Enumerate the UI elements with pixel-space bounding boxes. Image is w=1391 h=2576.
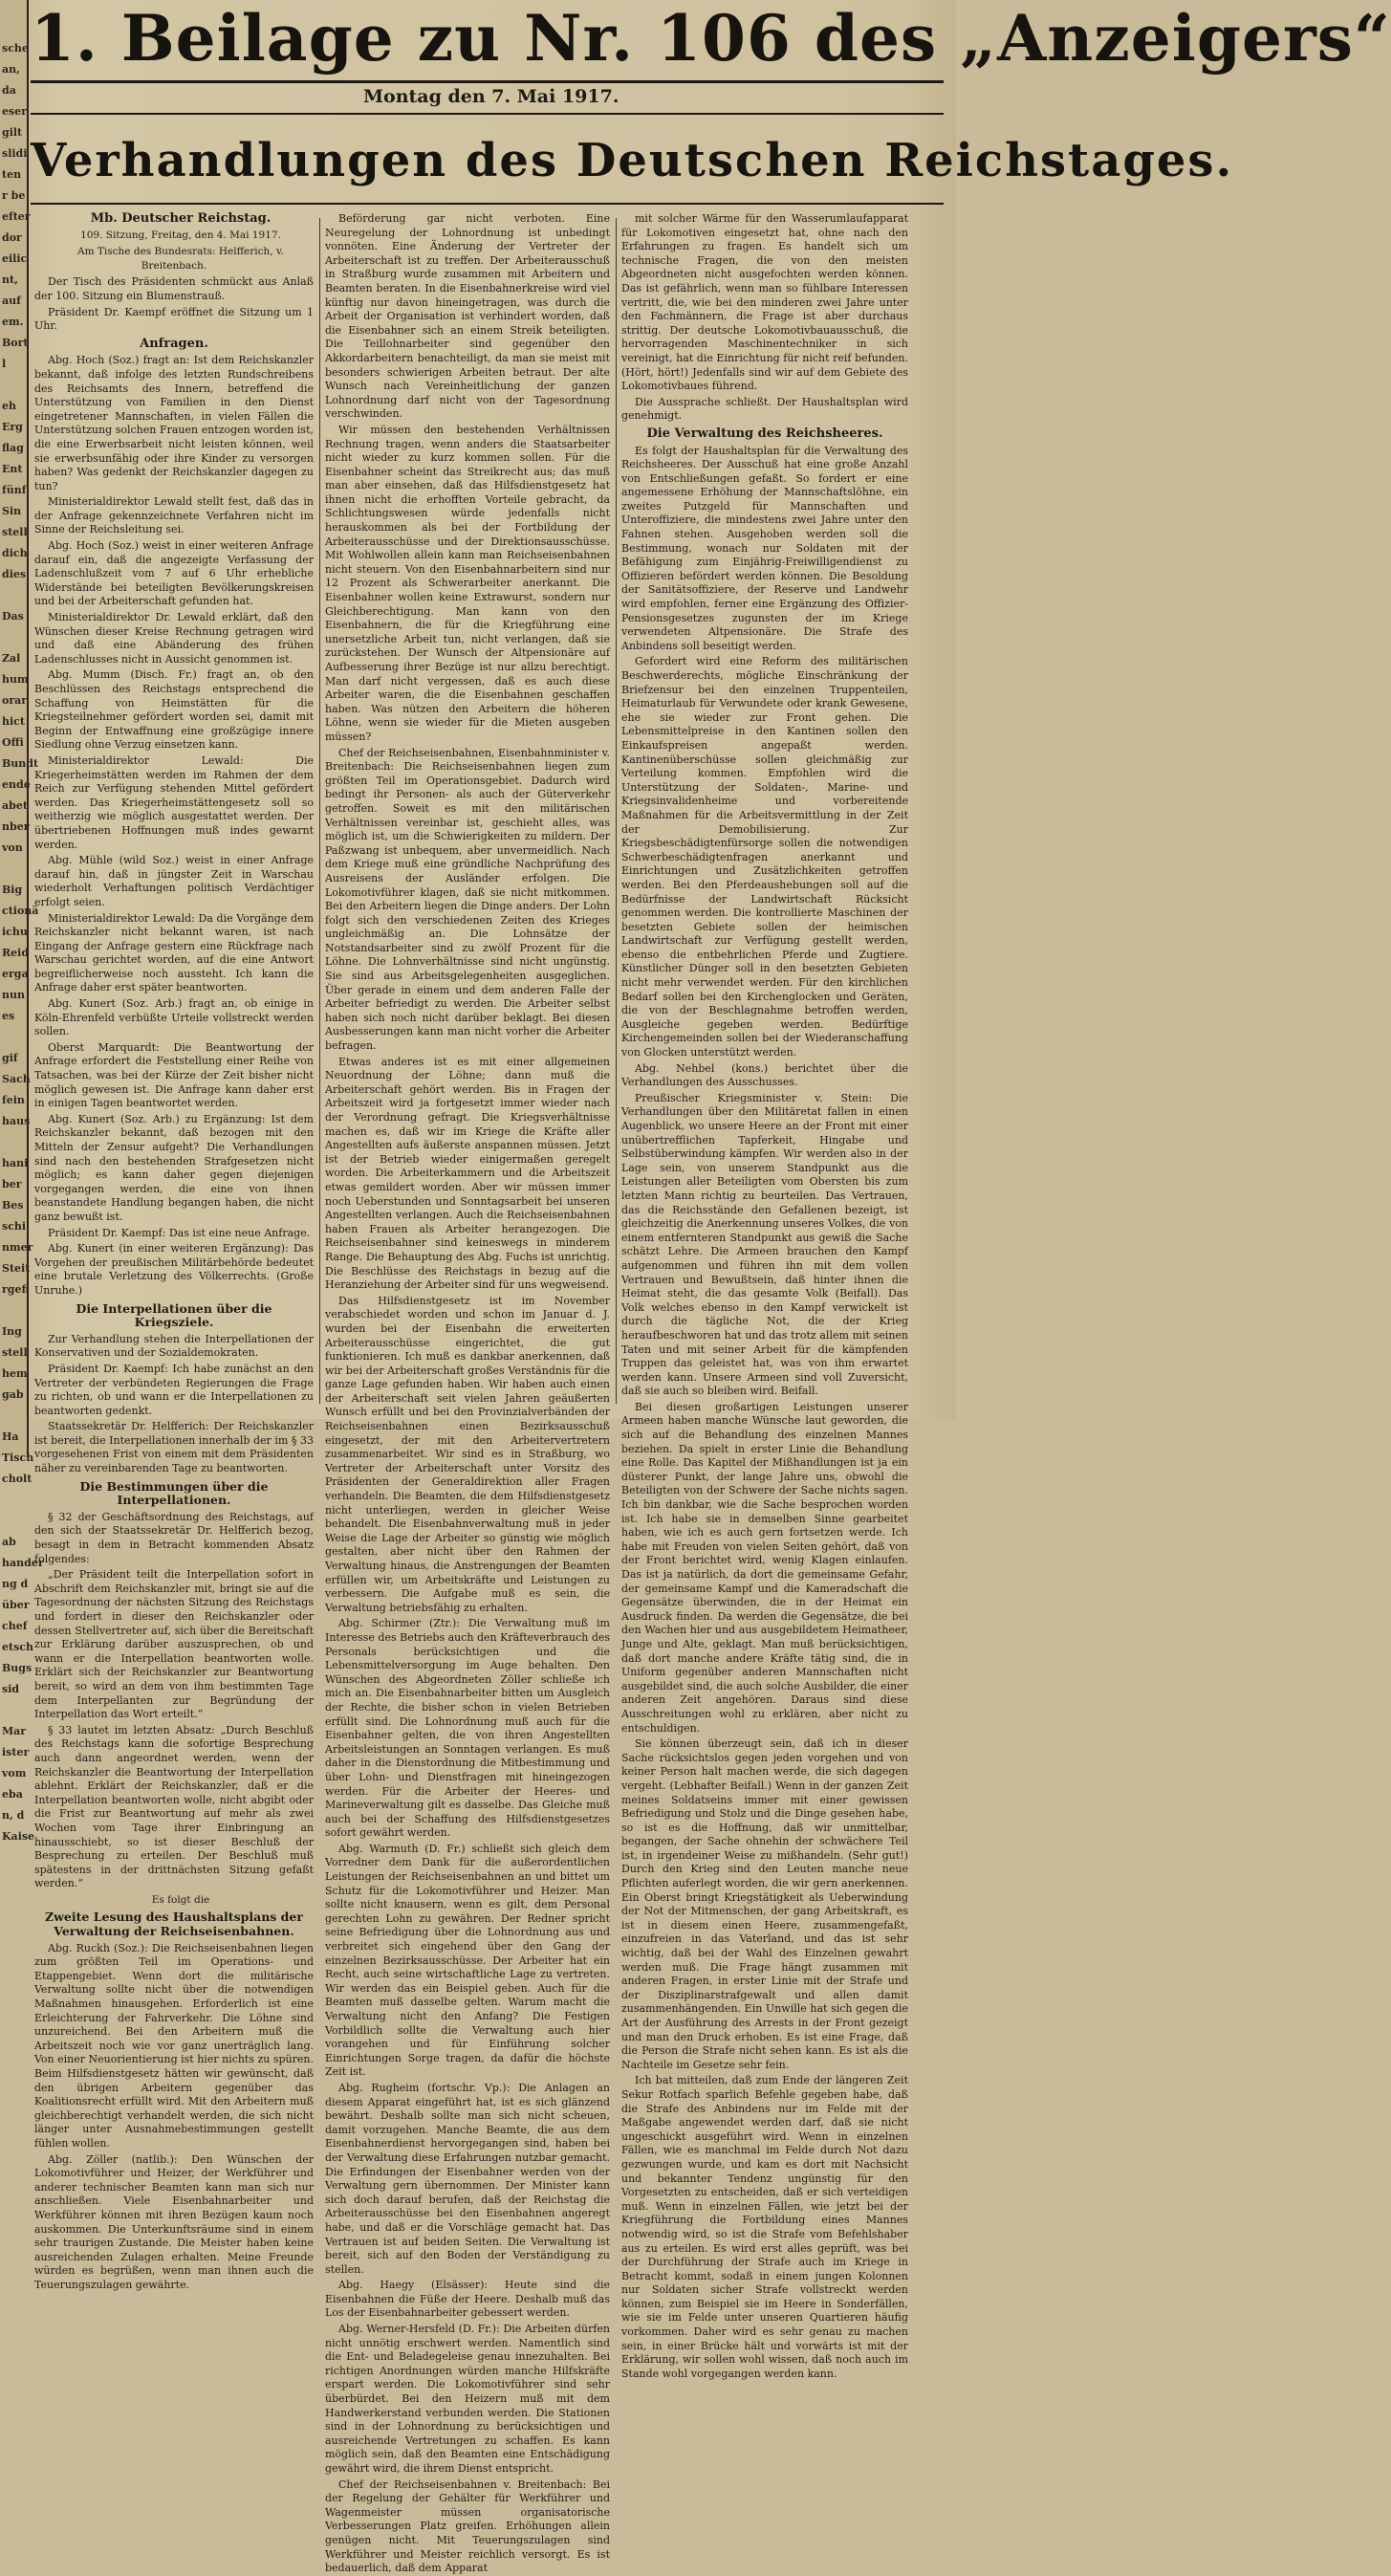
paragraph: Abg. Ruckh (Soz.): Die Reichseisenbahnen liegen zum größten Teil im Operations- und Etappengebiet. Wenn dort die militärische Verwaltung sollte nicht über die notwendigen Maßnahmen hinausgehen. Erforderlich ist eine Erleichterung der Fahrverkehr. Die Löhne sind unzureichend. Bei den Arbeitern muß die Arbeitszeit noch wie vor ganz unerträglich lang. Von einer Neuorientierung ist hier nichts zu spüren. Beim Hilfsdienstgesetz hätten wir gewünscht, daß den übrigen Arbeitern gegenüber das Koalitionsrecht erfüllt wird. Mit den Arbeitern muß gleichberechtigt verhandelt werden, die sich nicht länger unter Ausnahmebestimmungen gestellt fühlen wollen. bbox=[34, 1941, 314, 2150]
edge-fragment: chef bbox=[2, 1620, 28, 1632]
edge-fragment: haus bbox=[2, 1115, 31, 1127]
paragraph: Abg. Werner-Hersfeld (D. Fr.): Die Arbeiten dürfen nicht unnötig erschwert werden. Namentlich sind die Ent- und Beladegeleise genau innezuhalten. Bei richtigen Anordnungen würden manche Hilfskräfte erspart werden. Die Lokomotivführer sind sehr überbürdet. Bei den Heizern muß mit dem Handwerkerstand verbunden werden. Die Stationen sind in der Lohnordnung zu berücksichtigen und ausreichende Vertretungen zu schaffen. Es kann möglich sein, daß den Beamten eine Entschädigung gewährt wird, die ihrem Dienst entspricht. bbox=[325, 2323, 610, 2475]
paragraph: Es folgt der Haushaltsplan für die Verwaltung des Reichsheeres. Der Ausschuß hat eine große Anzahl von Entschließungen gefaßt. So fordert er eine angemessene Erhöhung der Mannschaftslöhne, ein zweites Putzgeld für Mannschaften und Unteroffiziere, die mindestens zwei Jahre unter den Fahnen stehen. Ausgehoben werden soll die Bestimmung, wonach nur Soldaten mit der Befähigung zum Einjährig-Freiwilligendienst zu Offizieren befördert werden können. Die Besoldung der Sanitätsoffiziere, der Reserve und Landwehr wird empfohlen, ferner eine Ergänzung des Offizier-Pensionsgesetzes zugunsten der im Kriege verwendeten Altpensionäre. Die Strafe des Anbindens soll beseitigt werden. bbox=[621, 444, 908, 652]
edge-fragment: Zal bbox=[2, 652, 21, 665]
column-2 bbox=[325, 212, 611, 2575]
paragraph: Ministerialdirektor Dr. Lewald erklärt, daß den Wünschen dieser Kreise Rechnung getragen wird und daß eine Abänderung des frühen Ladenschlusses nicht in Aussicht genommen ist. bbox=[34, 611, 314, 666]
edge-fragment: r be bbox=[2, 189, 26, 202]
edge-fragment: es bbox=[2, 1010, 15, 1022]
edge-fragment: über bbox=[2, 1599, 30, 1611]
edge-fragment: rgefi bbox=[2, 1283, 30, 1296]
edge-fragment: gilt bbox=[2, 126, 23, 139]
edge-fragment: hum bbox=[2, 673, 29, 686]
edge-fragment bbox=[0, 859, 27, 880]
paragraph: Gefordert wird eine Reform des militärischen Beschwerderechts, mögliche Einschränkung der Briefzensur bei den einzelnen Truppenteilen, Heimaturlaub für Verwundete oder krank Gewesene, ehe sie wieder zur Front gehen. Die Lebensmittelpreise in den Kantinen sollen den Einkaufspreisen angepaßt werden. Kantinenüberschüsse sollen gleichmäßig zur Verteilung kommen. Empfohlen wird die Unterstützung der Soldaten-, Marine- und Kriegsinvalidenheime und vorbereitende Maßnahmen für die Arbeitsvermittlung in der Zeit der Demobilisierung. Zur Kriegsbeschädigtenfürsorge sollen die notwendigen Schwerbeschädigtenfragen anerkannt und Einrichtungen und Zusätzlichkeiten getroffen werden. Bei den Pferdeaushebungen soll auf die Bedürfnisse der Landwirtschaft Rücksicht genommen werden. Die kontrollierte Maschinen der besetzten Gebiete sollen der heimischen Landwirtschaft zur Verfügung gestellt werden, ebenso die entbehrlichen Pferde und Zugtiere. Künstlicher Dünger soll in den besetzten Gebieten nicht mehr verwendet werden. Für den kirchlichen Bedarf sollen bei den Kirchenglocken und Geräten, die von der Beschlagnahme betroffen werden, Ausgleiche gegeben werden. Bedürftige Kirchengemeinden sollen bei der Wiederanschaffung von Glocken unterstützt werden. bbox=[621, 655, 908, 1059]
edge-fragment: ber bbox=[2, 1178, 22, 1190]
edge-fragment bbox=[0, 627, 27, 648]
section-heading: Anfragen. bbox=[140, 336, 208, 351]
paragraph: Präsident Dr. Kaempf eröffnet die Sitzung um 1 Uhr. bbox=[34, 305, 314, 333]
edge-fragment: Steit bbox=[2, 1262, 31, 1275]
edge-fragment: nt, bbox=[2, 273, 18, 286]
edge-fragment bbox=[0, 375, 27, 396]
paragraph: Beförderung gar nicht verboten. Eine Neuregelung der Lohnordnung ist unbedingt vonnöten. Eine Änderung der Vertreter der Arbeiterschaft ist zu treffen. Der Arbeiterausschuß in Straßburg wurde zusammen mit Arbeitern und Beamten beraten. In die Eisenbahnerkreise wird viel künftig nur davon hineingetragen, was durch die Arbeit der Organisation ist verhindert worden, daß die Eisenbahner sich an einem Streik beteiligten. Die Teillohnarbeiter sind gegenüber den Akkordarbeitern benachteiligt, da man sie meist mit besonders schwierigen Arbeiten betraut. Der alte Wunsch nach Vereinheitlichung der ganzen Lohnordnung darf nicht von der Tagesordnung verschwinden. bbox=[325, 212, 610, 421]
edge-fragment: eh bbox=[2, 400, 16, 412]
session-line: 109. Sitzung, Freitag, den 4. Mai 1917. bbox=[80, 229, 281, 241]
paragraph: Ich bat mitteilen, daß zum Ende der längeren Zeit Sekur Rotfach sparlich Befehle gegeben habe, daß die Strafe des Anbindens nur im Felde mit der Maßgabe angewendet werden darf, daß sie nicht ungeschickt ausgeführt wird. Wenn in einzelnen Fällen, wie es manchmal im Felde durch Not dazu gezwungen wurde, und kam es dort mit Nachsicht und bekannter Tendenz ungünstig für den Vorgesetzten zu entscheiden, daß er sich verteidigen muß. Wenn in einzelnen Fällen, wie jetzt bei der Kriegführung die Fortbildung eines Mannes notwendig wird, so ist die Strafe vom Befehlshaber aus zu erteilen. Es wird erst alles geprüft, was bei der Durchführung der Strafe auch im Kriege in Betracht kommt, sodaß in einem jungen Kolonnen nur Soldaten sicher Strafe vollstreckt werden können, zum Beispiel sie im Heere in Sonderfällen, wie sie im Felde unter unseren Quartieren häufig vorkommen. Daher wird es sehr genau zu machen sein, in einer Brücke hält und vorwärts ist mit der Erklärung, wir sollen wohl wissen, daß noch auch im Stande wohl vorgegangen werden kann. bbox=[621, 2074, 908, 2380]
dateline-rule bbox=[31, 113, 944, 115]
paragraph: Abg. Kunert (Soz. Arb.) zu Ergänzung: Ist dem Reichskanzler bekannt, daß bezogen mit den Mitteln der Zensur aufgeht? Die Verhandlungen sind nach den bestehenden Strafgesetzen nicht möglich; es kann daher gegen diejenigen vorgegangen werden, die eine von ihnen beanstandete Handlung begangen haben, die nicht ganz bewußt ist. bbox=[34, 1112, 314, 1223]
paragraph: Abg. Hoch (Soz.) fragt an: Ist dem Reichskanzler bekannt, daß infolge des letzten Rundschreibens des Reichsamts des Innern, betreffend die Unterstützung von Familien in den Dienst eingetretener Mannschaften, in vielen Fällen die Unterstützung solchen Frauen entzogen worden ist, die eine Erwerbsarbeit nicht leisten können, weil sie erwerbsunfähig oder ihre Kinder zu versorgen haben? Was gedenkt der Reichskanzler dagegen zu tun? bbox=[34, 354, 314, 492]
edge-fragment: Mar bbox=[2, 1725, 27, 1737]
edge-fragment: fünf bbox=[2, 484, 27, 496]
edge-fragment: Bugs bbox=[2, 1662, 33, 1674]
edge-fragment: ab bbox=[2, 1536, 16, 1548]
paragraph: Abg. Hoch (Soz.) weist in einer weiteren Anfrage darauf ein, daß die angezeigte Verfassung der Ladenschlußzeit vom 7 auf 6 Uhr erhebliche Widerstände bei beteiligten Bevölkerungskreisen und bei der Arbeiterschaft gefunden hat. bbox=[34, 539, 314, 608]
edge-fragment: hani bbox=[2, 1157, 29, 1169]
edge-fragment: nmer bbox=[2, 1241, 33, 1254]
headline-rule bbox=[31, 203, 944, 205]
edge-fragment: efter bbox=[2, 210, 31, 223]
edge-fragment: Sach bbox=[2, 1073, 31, 1085]
edge-fragment: hem bbox=[2, 1367, 28, 1380]
paragraph: Abg. Kunert (Soz. Arb.) fragt an, ob einige in Köln-Ehrenfeld verbüßte Urteile vollstreckt werden sollen. bbox=[34, 997, 314, 1038]
edge-fragment: sche bbox=[2, 42, 29, 55]
paragraph: Chef der Reichseisenbahnen v. Breitenbach: Bei der Regelung der Gehälter für Werkführer und Wagenmeister müssen organisatorische Verbesserungen Platz greifen. Erhöhungen allein genügen nicht. Mit Teuerungszulagen sind Werkführer und Meister reichlich versorgt. Es ist bedauerlich, daß dem Apparat bbox=[325, 2478, 610, 2575]
paragraph: Abg. Warmuth (D. Fr.) schließt sich gleich dem Vorredner dem Dank für die außerordentlichen Leistungen der Reichseisenbahnen an und bittet um Schutz für die Lokomotivführer und Heizer. Man sollte nicht knausern, wenn es gilt, dem Personal gerechten Lohn zu gewähren. Der Redner spricht seine Befriedigung über die Lohnordnung aus und verbreitet sich eingehend über den Gang der einzelnen Bezirksausschüsse. Der Arbeiter hat ein Recht, auch seine wirtschaftliche Lage zu vertreten. Wir werden das ein Beispiel geben. Auch für die Beamten muß dasselbe gelten. Warum macht die Verwaltung nicht den Anfang? Die Festigen Vorbildlich sollte die Verwaltung auch hier vorangehen und für Einführung solcher Einrichtungen Sorge tragen, da dafür die höchste Zeit ist. bbox=[325, 1842, 610, 2079]
edge-fragment bbox=[0, 1490, 27, 1511]
edge-fragment: hander bbox=[2, 1557, 44, 1569]
edge-fragment: Ent bbox=[2, 463, 23, 475]
paragraph: Wir müssen den bestehenden Verhältnissen Rechnung tragen, wenn anders die Staatsarbeiter nicht wieder zu kurz kommen sollen. Für die Eisenbahner scheint das Streikrecht aus; das muß man aber einsehen, daß das Hilfsdienstgesetz hat ihnen nicht die erhofften Vorteile gebracht, da Schlichtungswesen würde jedenfalls nicht herauskommen als bei der Fortbildung der Arbeiterausschüsse und der Direktionsausschüsse. Mit Wohlwollen allein kann man Reichseisenbahnen nicht steuern. Von den Eisenbahnarbeitern sind nur 12 Prozent als Schwerarbeiter anerkannt. Die Eisenbahner wollen keine Extrawurst, sondern nur Gleichberechtigung. Man kann von den Eisenbahnern, die für die Kriegführung eine unersetzliche Arbeit tun, nicht verlangen, daß sie zurückstehen. Der Wunsch der Altpensionäre auf Aufbesserung ihrer Bezüge ist nur allzu berechtigt. Man darf nicht vergessen, daß es auch diese Arbeiter waren, die die Eisenbahnen geschaffen haben. Was nützen den Arbeitern die höheren Löhne, wenn sie wieder für die Mieten ausgeben müssen? bbox=[325, 423, 610, 743]
edge-fragment: Das bbox=[2, 610, 24, 622]
edge-fragment bbox=[0, 1300, 27, 1321]
column-divider bbox=[616, 218, 617, 1404]
paragraph: Sie können überzeugt sein, daß ich in dieser Sache rücksichtslos gegen jeden vorgehen und von keiner Person halt machen werde, die sich dagegen vergeht. (Lebhafter Beifall.) Wenn in der ganzen Zeit meines Soldatseins immer mit einer gewissen Befriedigung und Stolz und die Dinge gesehen habe, so ist es die Hoffnung, daß wir unmittelbar, begangen, der Sache ohnehin der schwächere Teil ist, in irgendeiner Weise zu mißhandeln. (Sehr gut!) Durch den Krieg sind den Leuten manche neue Pflichten auferlegt worden, die wir gern anerkennen. Ein Oberst bringt Kriegstätigkeit als Ueberwindung der Not der Mitmenschen, der gang Arbeitskraft, es ist in diesem einen Heere, zusammengefaßt, einzufreien in das Vaterland, und das ist sehr wichtig, daß bei der Wahl des Einzelnen gewahrt werden muß. Die Frage hängt zusammen mit anderen Fragen, in erster Linie mit der Strafe und der Disziplinarstrafgewalt und allen damit zusammenhängenden. Ein Unwille hat sich gegen die Art der Ausführung des Arrests in der Front gezeigt und man den Druck erhoben. Es ist eine Frage, daß die Person die Strafe nicht sehen kann. Es ist als die Nachteile im Gesetze sehr fein. bbox=[621, 1737, 908, 2071]
paragraph: § 32 der Geschäftsordnung des Reichstags, auf den sich der Staatssekretär Dr. Helfferich bezog, besagt in dem in Betracht kommenden Absatz folgendes: bbox=[34, 1510, 314, 1565]
column-1 bbox=[34, 211, 314, 2291]
edge-fragment: eilic bbox=[2, 252, 28, 265]
column-divider bbox=[319, 218, 320, 1404]
edge-fragment: gif bbox=[2, 1052, 18, 1064]
edge-fragment: eba bbox=[2, 1788, 23, 1801]
edge-fragment: von bbox=[2, 841, 23, 854]
paragraph: Der Tisch des Präsidenten schmückt aus Anlaß der 100. Sitzung ein Blumenstrauß. bbox=[34, 275, 314, 302]
edge-fragment: Sin bbox=[2, 505, 22, 517]
paragraph: Ministerialdirektor Lewald: Die Kriegerheimstätten werden im Rahmen der dem Reich zur Verfügung stehenden Mittel gefördert werden. Das Kriegerheimstättengesetz soll so weitherzig wie möglich ausgestattet werden. Der übertriebenen Hoffnungen muß indes gewarnt werden. bbox=[34, 753, 314, 851]
edge-fragment bbox=[0, 1132, 27, 1153]
edge-fragment: em. bbox=[2, 316, 24, 328]
edge-fragment: nber bbox=[2, 820, 30, 833]
paragraph: „Der Präsident teilt die Interpellation sofort in Abschrift dem Reichskanzler mit, bringt sie auf die Tagesordnung der nächsten Sitzung des Reichstags und fordert in dieser den Reichskanzler oder dessen Stellvertreter auf, sich über die Bereitschaft zur Erklärung darüber auszusprechen, ob und wann er die Interpellation beantworten wolle. Erklärt sich der Reichskanzler zur Beantwortung bereit, so wird an dem von ihm bestimmten Tage dem Interpellanten zur Begründung der Interpellation das Wort erteilt.“ bbox=[34, 1568, 314, 1721]
paragraph: Die Aussprache schließt. Der Haushaltsplan wird genehmigt. bbox=[621, 395, 908, 423]
paragraph: Etwas anderes ist es mit einer allgemeinen Neuordnung der Löhne; dann muß die Arbeiterschaft gehört werden. Bis in Fragen der Arbeitszeit wird ja fortgesetzt immer wieder nach der Verordnung gefragt. Die Kriegsverhältnisse machen es, daß wir im Kriege die Kräfte aller Angestellten aufs äußerste anspannen müssen. Jetzt ist der Betrieb wieder einigermaßen geregelt worden. Die Arbeiterkammern und die Arbeitszeit etwas gemildert worden. Aber wir müssen immer noch Ueberstunden und Sonntagsarbeit bei unseren Angestellten verlangen. Auch die Reichseisenbahnen haben Frauen als Arbeiter herangezogen. Die Reichseisenbahner sind keineswegs in minderem Range. Die Behauptung des Abg. Fuchs ist unrichtig. Die Beschlüsse des Reichstags in bezug auf die Heranziehung der Arbeiter sind für uns wegweisend. bbox=[325, 1055, 610, 1292]
edge-fragment: stell bbox=[2, 1346, 28, 1359]
bundesrat-line: Am Tische des Bundesrats: Helfferich, v. Breitenbach. bbox=[77, 246, 284, 272]
edge-fragment: Big bbox=[2, 884, 23, 896]
paragraph: Abg. Zöller (natlib.): Den Wünschen der Lokomotivführer und Heizer, der Werkführer und anderer technischer Beamten kann man sich nur anschließen. Viele Eisenbahnarbeiter und Werkführer können mit ihren Bezügen kaum noch auskommen. Die Unterkunftsräume sind in einem sehr traurigen Zustande. Die Meister haben keine ausreichenden Zulagen erhalten. Meine Freunde würden es begrüßen, wenn man ihnen auch die Teuerungszulagen gewährte. bbox=[34, 2152, 314, 2291]
paragraph: Abg. Haegy (Elsässer): Heute sind die Eisenbahnen die Füße der Heere. Deshalb muß das Los der Eisenbahnarbeiter gebessert werden. bbox=[325, 2279, 610, 2320]
paragraph: Präsident Dr. Kaempf: Ich habe zunächst an den Vertreter der verbündeten Regierungen die Frage zu richten, ob und wann er die Interpellationen zu beantworten gedenkt. bbox=[34, 1362, 314, 1417]
edge-fragment: auf bbox=[2, 295, 21, 307]
edge-fragment: Ing bbox=[2, 1325, 22, 1338]
paragraph: Staatssekretär Dr. Helfferich: Der Reichskanzler ist bereit, die Interpellationen innerhalb der im § 33 vorgesehenen Frist von einem mit dem Präsidenten näher zu vereinbarenden Tage zu beantworten. bbox=[34, 1420, 314, 1475]
section-heading: Die Bestimmungen über die Interpellationen. bbox=[79, 1478, 269, 1508]
edge-fragment: nun bbox=[2, 989, 25, 1001]
paragraph: Abg. Nehbel (kons.) berichtet über die Verhandlungen des Ausschusses. bbox=[621, 1061, 908, 1089]
paragraph: Abg. Mumm (Disch. Fr.) fragt an, ob den Beschlüssen des Reichstags entsprechend die Schaffung von Heimstätten für die Kriegsteilnehmer gefördert worden sei, damit mit Beginn der Entwaffnung eine großzügige innere Siedlung ohne Verzug einsetzen kann. bbox=[34, 668, 314, 752]
edge-fragment: dies bbox=[2, 568, 27, 580]
edge-fragment: ende bbox=[2, 778, 31, 791]
edge-fragment: ten bbox=[2, 168, 22, 181]
edge-fragment: l bbox=[2, 358, 7, 370]
edge-fragment: Bes bbox=[2, 1199, 24, 1212]
edge-fragment bbox=[0, 1700, 27, 1721]
edge-fragment: Bort bbox=[2, 337, 29, 349]
paragraph: Es folgt die bbox=[151, 1893, 210, 1906]
paragraph: Bei diesen großartigen Leistungen unserer Armeen haben manche Wünsche laut geworden, die sich auf die Behandlung des einzelnen Mannes beziehen. Da spielt in erster Linie die Behandlung eine Rolle. Das Kapitel der Mißhandlungen ist ja ein düsterer Punkt, der lange Jahre uns, obwohl die Beteiligten von der Schwere der Sache nichts sagen. Ich bin dankbar, wie die Sache besprochen worden ist. Ich habe sie in demselben Sinne gearbeitet haben, wie ich es auch gern fortsetzen werde. Ich habe mit Freuden von vielen Seiten gehört, daß von der Front berichtet wird, wenig Klagen einlaufen. Das ist ja natürlich, da dort die gemeinsame Gefahr, der gemeinsame Kampf und die Kameradschaft die Gegensätze überwinden, die in der Heimat ein Ausdruck finden. Da werden die Gegensätze, die bei den Wachen hier und aus ausgebildetem Heimatheer, Junge und Alte, geklagt. Man muß berücksichtigen, daß dort manche andere Kräfte tätig sind, die in Uniform gegenüber anderen Mannschaften nicht ausgebildet sind, die auch solche Ausbilder, die einer anderen Zeit angehören. Daraus sind diese Ausschreitungen wohl zu erklären, aber nicht zu entschuldigen. bbox=[621, 1400, 908, 1735]
edge-fragment: Ha bbox=[2, 1430, 19, 1443]
edge-fragment: Kaise bbox=[2, 1830, 35, 1843]
edge-fragment: Erg bbox=[2, 421, 23, 433]
edge-fragment: Offi bbox=[2, 736, 24, 749]
paragraph: Preußischer Kriegsminister v. Stein: Die Verhandlungen über den Militäretat fallen in einen Augenblick, wo unsere Heere an der Front mit einer unübertrefflichen Tapferkeit, Hingabe und Selbstüberwindung kämpfen. Wir werden also in der Lage sein, von unserem Standpunkt aus die Leistungen aller Beteiligten vom Obersten bis zum letzten Mann richtig zu beurteilen. Das Vertrauen, das die Reichsstände den Gefallenen bezeigt, ist gleichzeitig die Anerkennung unseres Volkes, die von einem entfernteren Standpunkt aus gewiß die Sache schätzt Lehre. Die Armeen brauchen den Kampf aufgenommen und führen ihn mit dem vollen Vertrauen und Bewußtsein, daß hinter ihnen die Heimat steht, die das gesamte Volk (Beifall). Das Volk welches ebenso in den Kampf verwickelt ist durch die tägliche Not, die der Krieg heraufbeschworen hat und das trotz allem mit seinen Taten und mit seiner Arbeit für die kämpfenden Truppen das geleistet hat, was von ihm erwartet werden kann. Unsere Armeen sind voll Zuversicht, daß sie auch so bleiben wird. Beifall. bbox=[621, 1091, 908, 1398]
edge-fragment: hict bbox=[2, 715, 25, 728]
edge-fragment: abet bbox=[2, 799, 28, 812]
edge-fragment: ctionä bbox=[2, 905, 39, 917]
edge-fragment: erga bbox=[2, 968, 29, 980]
section-heading: Zweite Lesung des Haushaltsplans der Verwaltung der Reichseisenbahnen. bbox=[45, 1910, 303, 1939]
edge-fragment bbox=[0, 1406, 27, 1427]
edge-fragment: ng d bbox=[2, 1578, 29, 1590]
edge-fragment: etsch bbox=[2, 1641, 33, 1653]
page-headline: Verhandlungen des Deutschen Reichstages. bbox=[31, 134, 1234, 187]
paragraph: Oberst Marquardt: Die Beantwortung der Anfrage erfordert die Feststellung einer Reihe von Tatsachen, was bei der Kürze der Zeit bisher nicht möglich gewesen ist. Die Anfrage kann daher erst in einigen Tagen beantwortet werden. bbox=[34, 1040, 314, 1110]
edge-fragment: fein bbox=[2, 1094, 25, 1106]
edge-fragment: gab bbox=[2, 1388, 24, 1401]
edge-fragment: Bundt bbox=[2, 757, 39, 770]
paragraph: Abg. Rugheim (fortschr. Vp.): Die Anlagen an diesem Apparat eingeführt hat, ist es sich glänzend bewährt. Deshalb sollte man sich nicht scheuen, damit vorzugehen. Manche Beamte, die aus dem Eisenbahnerdienst hervorgegangen sind, haben bei der Verwaltung diese Erfahrungen nutzbar gemacht. Die Erfindungen der Eisenbahner werden von der Verwaltung gern übernommen. Der Minister kann sich doch darauf berufen, daß der Reichstag die Arbeiterausschüsse bei den Eisenbahnen angeregt habe, und daß er die Vorschläge gemacht hat. Das Vertrauen ist auf beiden Seiten. Die Verwaltung ist bereit, sich auf den Boden der Verständigung zu stellen. bbox=[325, 2081, 610, 2276]
paragraph: Abg. Schirmer (Ztr.): Die Verwaltung muß im Interesse des Betriebs auch den Kräfteverbrauch des Personals berücksichtigen und die Lebensmittelversorgung im Auge behalten. Den Wünschen des Abgeordneten Zöller schließe ich mich an. Die Eisenbahnarbeiter bitten um Ausgleich der Rechte, die bisher schon in vielen Betrieben erfüllt sind. Die Lohnordnung muß auch für die Eisenbahner gelten, die von ihren Angestellten Arbeitsleistungen an Sonntagen verlangen. Es muß daher in die Dienstordnung die Mitbestimmung und über Lohn- und Dienstfragen mit hineingezogen werden. Für die Arbeiter der Heeres- und Marineverwaltung gilt es dasselbe. Das Gleiche muß auch bei der Schaffung des Hilfsdienstgesetzes sofort gewährt werden. bbox=[325, 1617, 611, 1840]
edge-fragment: stell bbox=[2, 526, 28, 538]
edge-fragment: Reid bbox=[2, 947, 30, 959]
edge-fragment: slidi bbox=[2, 147, 28, 160]
edge-fragment bbox=[0, 1511, 27, 1532]
paragraph: Abg. Mühle (wild Soz.) weist in einer Anfrage darauf hin, daß in jüngster Zeit in Warschau wiederholt Verhaftungen politisch Verdächtiger erfolgt seien. bbox=[34, 854, 314, 908]
masthead-title: 1. Beilage zu Nr. 106 des „Anzeigers“ bbox=[31, 1, 1391, 76]
edge-fragment: orar bbox=[2, 694, 28, 707]
edge-fragment: an, bbox=[2, 63, 20, 76]
edge-fragment: flag bbox=[2, 442, 24, 454]
section-lead: Mb. Deutscher Reichstag. bbox=[90, 211, 272, 226]
edge-fragment: schi bbox=[2, 1220, 27, 1233]
edge-fragment: ichu bbox=[2, 926, 28, 938]
paragraph: Ministerialdirektor Lewald stellt fest, daß das in der Anfrage gekennzeichnete Verfahren nicht im Sinne der Reichsleitung sei. bbox=[34, 495, 314, 536]
masthead-rule bbox=[31, 80, 944, 83]
edge-fragment: cholt bbox=[2, 1473, 33, 1485]
paragraph: Ministerialdirektor Lewald: Da die Vorgänge dem Reichskanzler nicht bekannt waren, ist nach Eingang der Anfrage gestern eine Rückfrage nach Warschau gerichtet worden, auf die eine Antwort begreiflicherweise noch aussteht. Ich kann die Anfrage daher erst später beantworten. bbox=[34, 911, 314, 994]
edge-fragment: n, d bbox=[2, 1809, 25, 1822]
edge-fragment: Tisch bbox=[2, 1452, 34, 1464]
paragraph: Präsident Dr. Kaempf: Das ist eine neue Anfrage. bbox=[48, 1226, 311, 1239]
paragraph: § 33 lautet im letzten Absatz: „Durch Beschluß des Reichstags kann die sofortige Besprechung auch dann angeordnet werden, wenn der Reichskanzler die Beantwortung der Interpellation ablehnt. Erklärt der Reichskanzler, daß er die Interpellation beantworten wolle, nicht abgibt oder die Frist zur Beantwortung auf mehr als zwei Wochen vom Tage ihrer Einbringung an hinausschiebt, so ist dieser Beschluß der Besprechung zu erteilen. Der Beschluß muß spätestens in der drittnächsten Sitzung gefaßt werden.“ bbox=[34, 1723, 314, 1890]
paragraph: Abg. Kunert (in einer weiteren Ergänzung): Das Vorgehen der preußischen Militärbehörde bedeutet eine brutale Verletzung des Völkerrechts. (Große Unruhe.) bbox=[34, 1242, 314, 1297]
edge-fragment: sid bbox=[2, 1683, 20, 1695]
column-3 bbox=[621, 212, 908, 2380]
edge-fragment: dich bbox=[2, 547, 28, 559]
edge-fragment: ister bbox=[2, 1746, 30, 1758]
dateline: Montag den 7. Mai 1917. bbox=[363, 86, 619, 107]
paragraph: mit solcher Wärme für den Wasserumlaufapparat für Lokomotiven eingesetzt hat, ohne nach den Erfahrungen zu fragen. Es handelt sich um technische Fragen, die von den meisten Abgeordneten nicht ausgefochten werden können. Das ist gefährlich, wenn man so fühlbare Interessen vertritt, die, wie bei den minderen zwei Jahre unter den Fachmännern, die Frage ist aber durchaus strittig. Der deutsche Lokomotivbauausschuß, die hervorragenden Maschinentechniker in sich vereinigt, hat die Einrichtung für nicht reif befunden. (Hört, hört!) Jedenfalls sind wir auf dem Gebiete des Lokomotivbaues führend. bbox=[621, 212, 908, 393]
edge-fragment: eser bbox=[2, 105, 27, 118]
edge-fragment bbox=[0, 585, 27, 606]
edge-fragment: vom bbox=[2, 1767, 27, 1779]
section-heading: Die Verwaltung des Reichsheeres. bbox=[646, 426, 883, 441]
paragraph: Zur Verhandlung stehen die Interpellationen der Konservativen und der Sozialdemokraten. bbox=[34, 1332, 314, 1360]
section-heading: Die Interpellationen über die Kriegsziele. bbox=[76, 1300, 272, 1330]
edge-fragment bbox=[0, 1027, 27, 1048]
edge-fragment: da bbox=[2, 84, 16, 97]
paragraph: Das Hilfsdienstgesetz ist im November verabschiedet worden und schon im Januar d. J. wurden bei der Eisenbahn die erweiterten Arbeiterausschüsse eingerichtet, die gut funktionieren. Ich muß es dankbar anerkennen, daß wir bei der Arbeiterschaft großes Verständnis für die ganze Lage gefunden haben. Wir haben auch einen der Arbeiterschaft seit vielen Jahren geäußerten Wunsch erfüllt und bei den Provinzialverbänden der Reichseisenbahnen einen Bezirksausschuß eingesetzt, der mit den Arbeitervertretern zusammenarbeitet. Wir sind es in Straßburg, wo Vertreter der Arbeiterschaft unter Vorsitz des Präsidenten der Generaldirektion aller Fragen verhandeln. Die Beamten, die dem Hilfsdienstgesetz nicht unterliegen, werden in gleicher Weise behandelt. Die Eisenbahnverwaltung muß in jeder Weise die Lage der Arbeiter so günstig wie möglich gestalten, aber nicht über den Rahmen der Verwaltung hinaus, die Anstrengungen der Beamten erfüllen wir, um Arbeitskräfte und Leistungen zu verbessern. Die Aufgabe muß es sein, die Verwaltung betriebsfähig zu erhalten. bbox=[325, 1294, 610, 1614]
adjacent-page-edge bbox=[0, 0, 44, 1843]
edge-fragment: dor bbox=[2, 231, 22, 244]
paragraph: Chef der Reichseisenbahnen, Eisenbahnminister v. Breitenbach: Die Reichseisenbahnen liegen zum größten Teil im Operationsgebiet. Dadurch wird bedingt ihr Personen- als auch der Güterverkehr getroffen. Soweit es mit den militärischen Verhältnissen vereinbar ist, geschieht alles, was möglich ist, um die Schwierigkeiten zu mildern. Der Paßzwang ist unbequem, aber unvermeidlich. Nach dem Kriege muß eine gründliche Nachprüfung des Ausreisens der Ausländer erfolgen. Die Lokomotivführer klagen, daß sie nicht mitkommen. Bei den Arbeitern liegen die Dinge anders. Der Lohn folgt sich den verschiedenen Zeiten des Krieges ungleichmäßig an. Die Lohnsätze der Notstandsarbeiter sind zu zwölf Prozent für die Löhne. Die Lohnverhältnisse sind nicht ungünstig. Sie sind aus Arbeitsgelegenheiten ausgeglichen. Über gerade in einem und dem anderen Falle der Arbeiter befriedigt zu werden. Die Arbeiter selbst haben sich noch nicht darüber beklagt. Bei diesen Ausbesserungen kann man nicht vorher die Arbeiter befragen. bbox=[325, 746, 610, 1053]
